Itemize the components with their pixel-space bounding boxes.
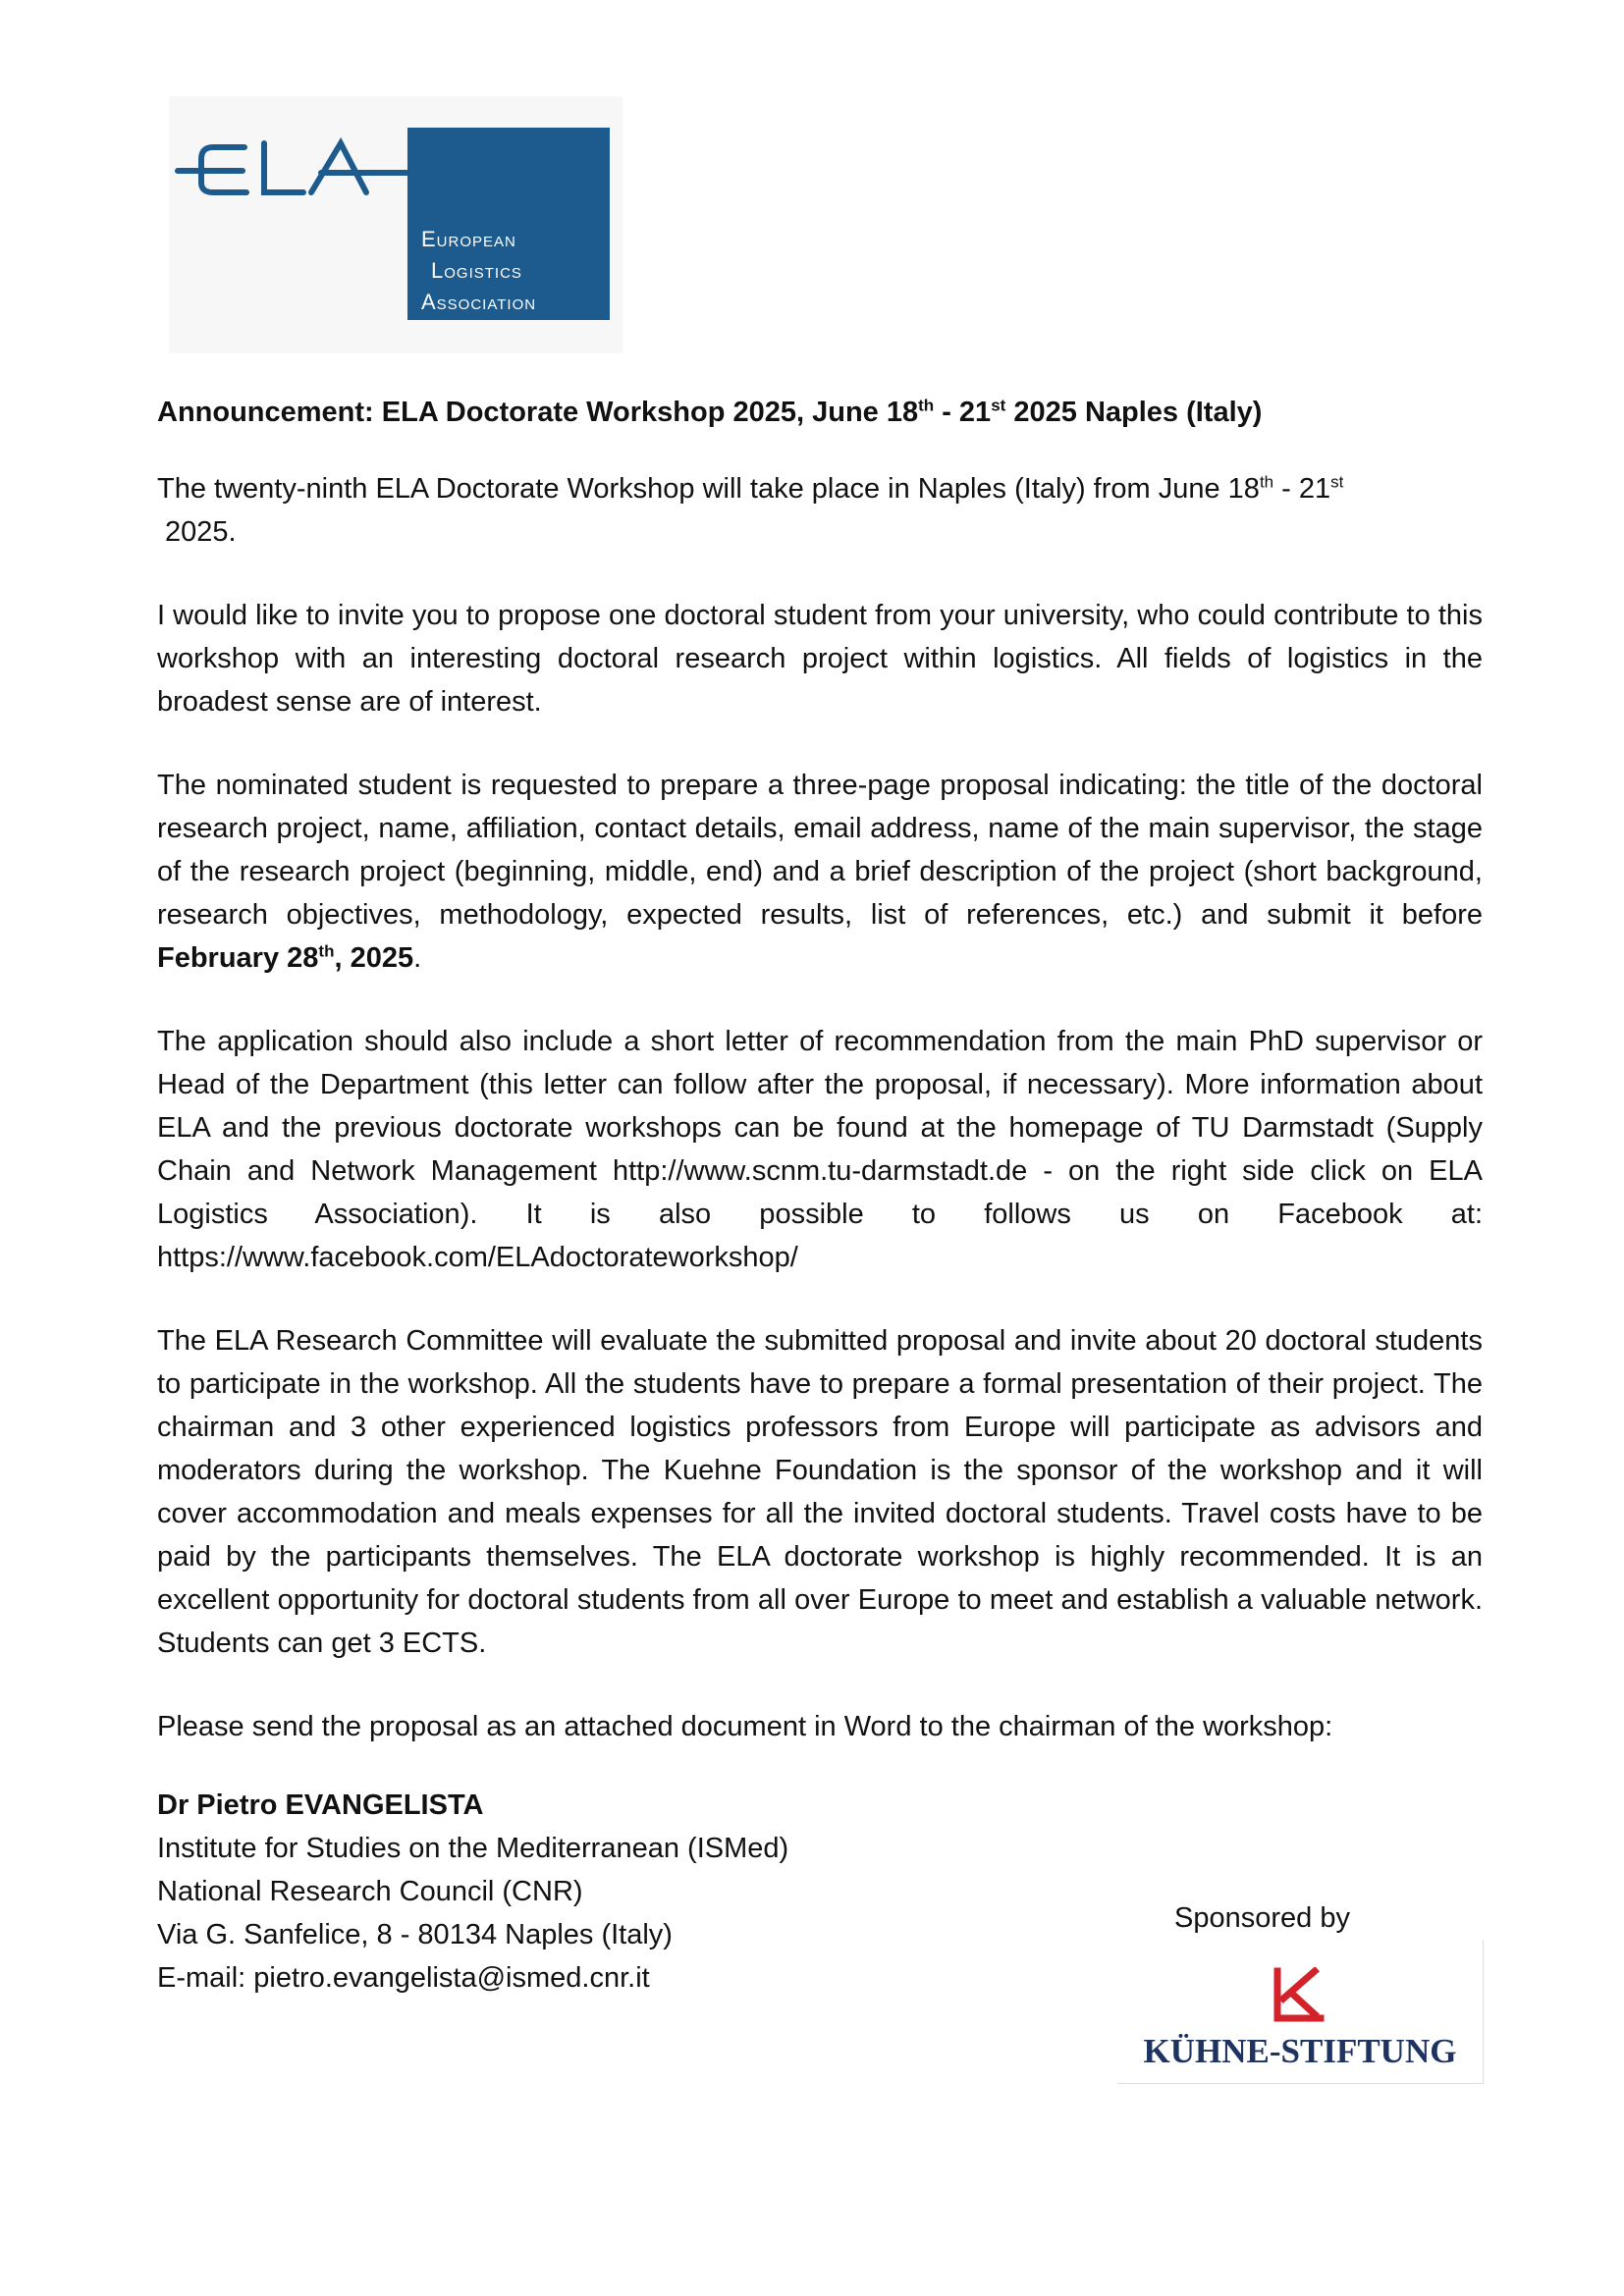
- contact-council: National Research Council (CNR): [157, 1876, 583, 1907]
- deadline: February 28th, 2025: [157, 941, 414, 974]
- contact-email: E-mail: pietro.evangelista@ismed.cnr.it: [157, 1962, 650, 1994]
- logo-line-association: Association: [421, 290, 537, 314]
- ela-logo: [169, 96, 623, 353]
- contact-address: Via G. Sanfelice, 8 - 80134 Naples (Italy): [157, 1919, 673, 1950]
- announcement-body: [157, 393, 1483, 2000]
- kuehne-stiftung-name: KÜHNE-STIFTUNG: [1143, 2032, 1457, 2070]
- sponsor-label: Sponsored by: [1174, 1902, 1350, 1934]
- contact-institute: Institute for Studies on the Mediterranean (ISMed): [157, 1833, 789, 1864]
- paragraph-proposal: The nominated student is requested to prepare a three-page proposal indicating: the title of the doctoral research project, name, affiliation, contact details, email address, name of the main supervisor, the stage of the research project (beginning, middle, end) and a brief description of the project (short background, research objectives, methodology, expected results, list of references, etc.) and submit it before February 28th, 2025.: [157, 770, 1483, 974]
- paragraph-intro: The twenty-ninth ELA Doctorate Workshop will take place in Naples (Italy) from June 18th - 21st 2025.: [157, 472, 1344, 548]
- ela-logo-text: [421, 224, 536, 318]
- contact-name: Dr Pietro EVANGELISTA: [157, 1789, 484, 1821]
- announcement-title: Announcement: ELA Doctorate Workshop 2025, June 18th - 21st 2025 Naples (Italy): [157, 396, 1263, 428]
- kuehne-k-icon: [1270, 1967, 1326, 2024]
- logo-line-logistics: Logistics: [431, 258, 522, 283]
- paragraph-committee: The ELA Research Committee will evaluate the submitted proposal and invite about 20 doctoral students to participate in the workshop. All the students have to prepare a formal presentation of their project. The chairman and 3 other experienced logistics professors from Europe will participate as advisors and moderators during the workshop. The Kuehne Foundation is the sponsor of the workshop and it will cover accommodation and meals expenses for all the invited doctoral students. Travel costs have to be paid by the participants themselves. The ELA doctorate workshop is highly recommended. It is an excellent opportunity for doctoral students from all over Europe to meet and establish a valuable network. Students can get 3 ECTS.: [157, 1325, 1483, 1659]
- ela-logo-box: [407, 128, 610, 320]
- kuehne-stiftung-logo: [1117, 1940, 1484, 2084]
- ela-monogram-icon: [174, 135, 439, 204]
- paragraph-application: The application should also include a short letter of recommendation from the main PhD supervisor or Head of the Department (this letter can follow after the proposal, if necessary). More information about ELA and the previous doctorate workshops can be found at the homepage of TU Darmstadt (Supply Chain and Network Management http://www.scnm.tu-darmstadt.de - on the right side click on ELA Logistics Association). It is also possible to follows us on Facebook at: https://www.facebook.com/ELAdoctorateworkshop/: [157, 1026, 1483, 1273]
- logo-line-european: European: [421, 227, 516, 251]
- paragraph-invitation: I would like to invite you to propose one doctoral student from your university, who could contribute to this workshop with an interesting doctoral research project within logistics. All fields of logistics in the broadest sense are of interest.: [157, 600, 1483, 718]
- paragraph-send: Please send the proposal as an attached document in Word to the chairman of the workshop:: [157, 1711, 1333, 1742]
